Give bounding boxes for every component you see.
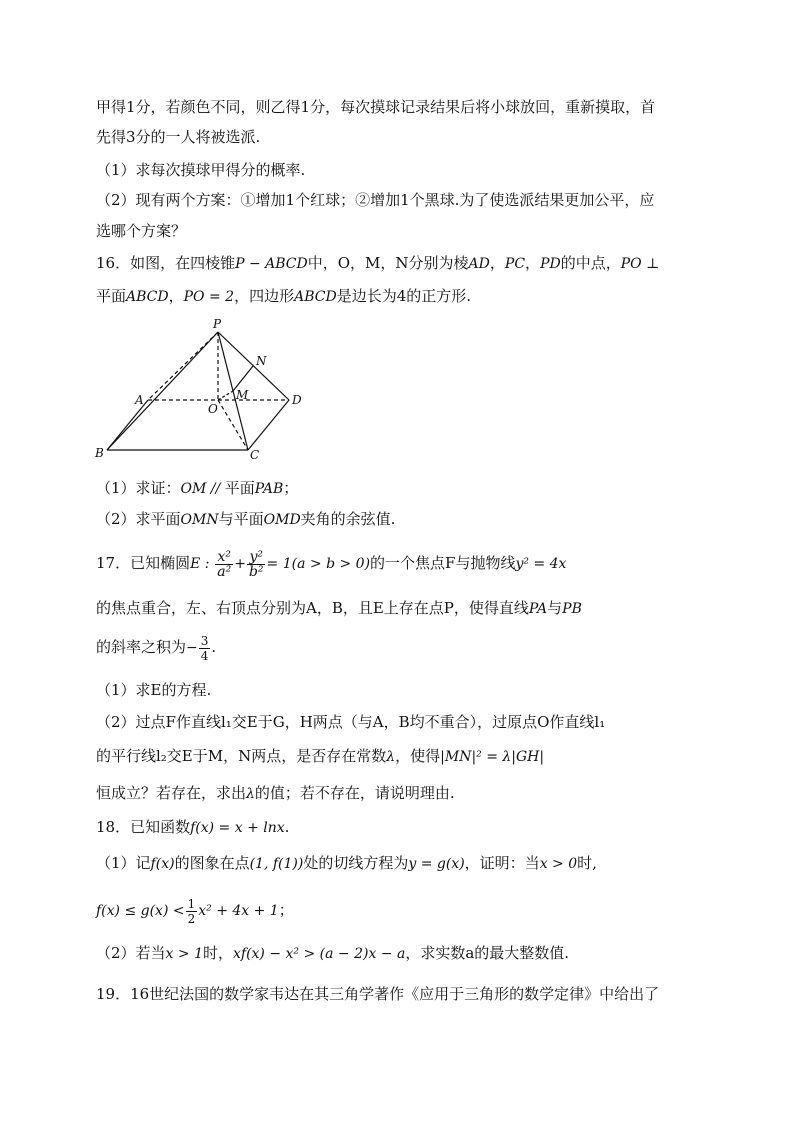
q16-math: ABCD	[126, 289, 169, 305]
q16-text: 中，O，M，N分别为棱	[307, 254, 469, 272]
q18-part1-line1	[96, 852, 716, 875]
q17-text: .	[211, 638, 217, 656]
label-C: C	[250, 448, 260, 462]
label-D: D	[292, 393, 302, 407]
q17-part2-line1: （2）过点F作直线l₁交E于G，H两点（与A，B均不重合），过原点O作直线l₁	[96, 713, 606, 731]
label-P: P	[213, 317, 222, 331]
q17-stem-line2	[96, 597, 716, 620]
segment-OM	[218, 391, 233, 400]
q17-math: |MN|² = λ|GH|	[440, 749, 545, 765]
q16-math: OMN	[180, 512, 219, 528]
q16-math: P − ABCD	[235, 256, 308, 272]
q16-math: OMD	[263, 512, 301, 528]
q17-math: λ	[386, 749, 396, 765]
edge-PA	[148, 332, 218, 400]
q17-stem-line3	[96, 630, 716, 665]
q17-stem-line1: 17．已知椭圆E : $\frac{\text{x²}}{\text{a²}}$ + $\frac{\text{y²}}{\text{b²}}$ = 1(a > b > 0)的一个焦点F与抛物线y² = 4x	[96, 548, 567, 580]
frac-num: 3	[200, 633, 209, 648]
q16-math: OM //	[180, 481, 225, 497]
q16-text: 是边长为4的正方形.	[336, 287, 472, 305]
q17-text: 17．已知椭圆	[96, 554, 191, 572]
q18-text: 时,	[577, 854, 597, 872]
q17-text: 的焦点重合，左、右顶点分别为A，B，且E上存在点P，使得直线	[96, 599, 529, 617]
q16-math: PC	[504, 256, 526, 272]
q16-text: ；	[283, 479, 299, 497]
q16-math: PAB	[254, 481, 284, 497]
q17-math: −	[186, 640, 198, 656]
q17-text: 的一个焦点F与抛物线	[370, 554, 516, 572]
q18-text: ，求实数a的最大整数值.	[405, 944, 570, 962]
q15-part2-line1: （2）现有两个方案：①增加1个红球；②增加1个黑球.为了使选派结果更加公平，应	[96, 191, 655, 209]
q16-text: 平面	[96, 287, 127, 305]
q16-part2	[96, 508, 716, 531]
q18-math: (1, f(1))	[249, 856, 304, 872]
q16-text: ，四边形	[234, 287, 295, 305]
q16-math: PO = 2	[183, 289, 235, 305]
q16-text: 16．如图，在四棱锥	[96, 254, 236, 272]
q17-text: ，使得	[395, 747, 441, 765]
q18-math: xf(x) − x² > (a − 2)x − a	[233, 946, 406, 962]
frac-num: y²	[249, 548, 264, 565]
fraction-y2-b2	[247, 550, 266, 579]
q18-text: .	[284, 818, 290, 836]
q18-text: （1）记	[96, 854, 151, 872]
q18-part2	[96, 942, 716, 965]
q18-text: ，证明：当	[464, 854, 540, 872]
q18-math: f(x) ≤ g(x) <	[96, 903, 185, 919]
frac-num: 1	[187, 896, 196, 911]
fraction-3-4	[199, 634, 211, 663]
label-A: A	[135, 393, 144, 407]
q17-math: y² = 4x	[515, 556, 567, 572]
q17-math: E :	[190, 556, 210, 572]
q16-math: AD	[468, 256, 490, 272]
frac-den: a²	[217, 563, 232, 580]
q18-text: 处的切线方程为	[303, 854, 409, 872]
q17-text: 的值；若不存在，请说明理由.	[254, 784, 455, 802]
q17-math: PA	[528, 601, 548, 617]
q16-text: ，	[525, 254, 541, 272]
frac-den: 4	[200, 648, 209, 663]
label-M: M	[236, 388, 249, 402]
label-B: B	[95, 446, 104, 460]
q18-text: （2）若当	[96, 944, 166, 962]
q17-math: PB	[562, 601, 582, 617]
q17-part1: （1）求E的方程.	[96, 681, 212, 699]
q18-math: f(x)	[150, 856, 175, 872]
q16-text: 与平面	[218, 510, 264, 528]
q18-math: x > 1	[165, 946, 203, 962]
fraction-x2-a2	[215, 550, 233, 579]
fraction-1-2	[186, 897, 198, 926]
label-N: N	[256, 354, 267, 368]
label-O: O	[208, 402, 218, 416]
q17-text: 的平行线l₂交E于M，N两点，是否存在常数	[96, 747, 387, 765]
q17-text: 的斜率之积为	[96, 638, 187, 656]
edge-CD	[248, 400, 289, 450]
q18-part1-line2	[96, 893, 716, 928]
q18-math: x² + 4x + 1	[198, 903, 279, 919]
q17-math: λ	[246, 786, 255, 802]
q16-stem-line1	[96, 252, 716, 275]
q18-text: 18．已知函数	[96, 818, 191, 836]
q15-part1: （1）求每次摸球甲得分的概率.	[96, 161, 306, 179]
q17-math: = 1(a > b > 0)	[266, 556, 371, 572]
q16-text: ，	[489, 254, 505, 272]
pyramid-figure	[90, 315, 320, 465]
q18-stem	[96, 816, 716, 839]
q16-text: 夹角的余弦值.	[300, 510, 396, 528]
q16-math: PO ⊥	[620, 256, 660, 272]
q19-stem: 19．16世纪法国的数学家韦达在其三角学著作《应用于三角形的数学定律》中给出了	[96, 985, 660, 1003]
q17-part2-line2	[96, 745, 716, 768]
q16-stem-line2	[96, 285, 716, 308]
q15-continuation-line1: 甲得1分，若颜色不同，则乙得1分，每次摸球记录结果后将小球放回，重新摸取，首	[96, 98, 656, 116]
q15-part2-line2: 选哪个方案？	[96, 222, 187, 240]
edge-AB	[107, 400, 148, 450]
q18-math: y = g(x)	[408, 856, 465, 872]
frac-num: x²	[217, 548, 231, 565]
segment-OC	[218, 400, 248, 450]
frac-den: 2	[187, 911, 196, 926]
q17-part2-line3	[96, 782, 716, 805]
q18-text: 的图象在点	[174, 854, 250, 872]
edge-PD	[218, 332, 289, 400]
q17-text: 与	[547, 599, 563, 617]
q16-text: （2）求平面	[96, 510, 181, 528]
q18-math: x > 0	[539, 856, 578, 872]
frac-den: b²	[248, 563, 264, 580]
q16-part1	[96, 477, 716, 500]
q16-text: （1）求证：	[96, 479, 181, 497]
q16-math: ABCD	[294, 289, 337, 305]
q15-continuation-line2: 先得3分的一人将被选派.	[96, 128, 261, 146]
q16-math: PD	[540, 256, 561, 272]
q16-text: ，	[168, 287, 184, 305]
q18-text: 时，	[202, 944, 233, 962]
q18-math: f(x) = x + lnx	[190, 820, 285, 836]
q16-text: 平面	[224, 479, 255, 497]
edge-PB	[107, 332, 218, 450]
q18-text: ；	[278, 901, 294, 919]
q16-text: 的中点，	[560, 254, 621, 272]
q17-text: 恒成立？若存在，求出	[96, 784, 247, 802]
